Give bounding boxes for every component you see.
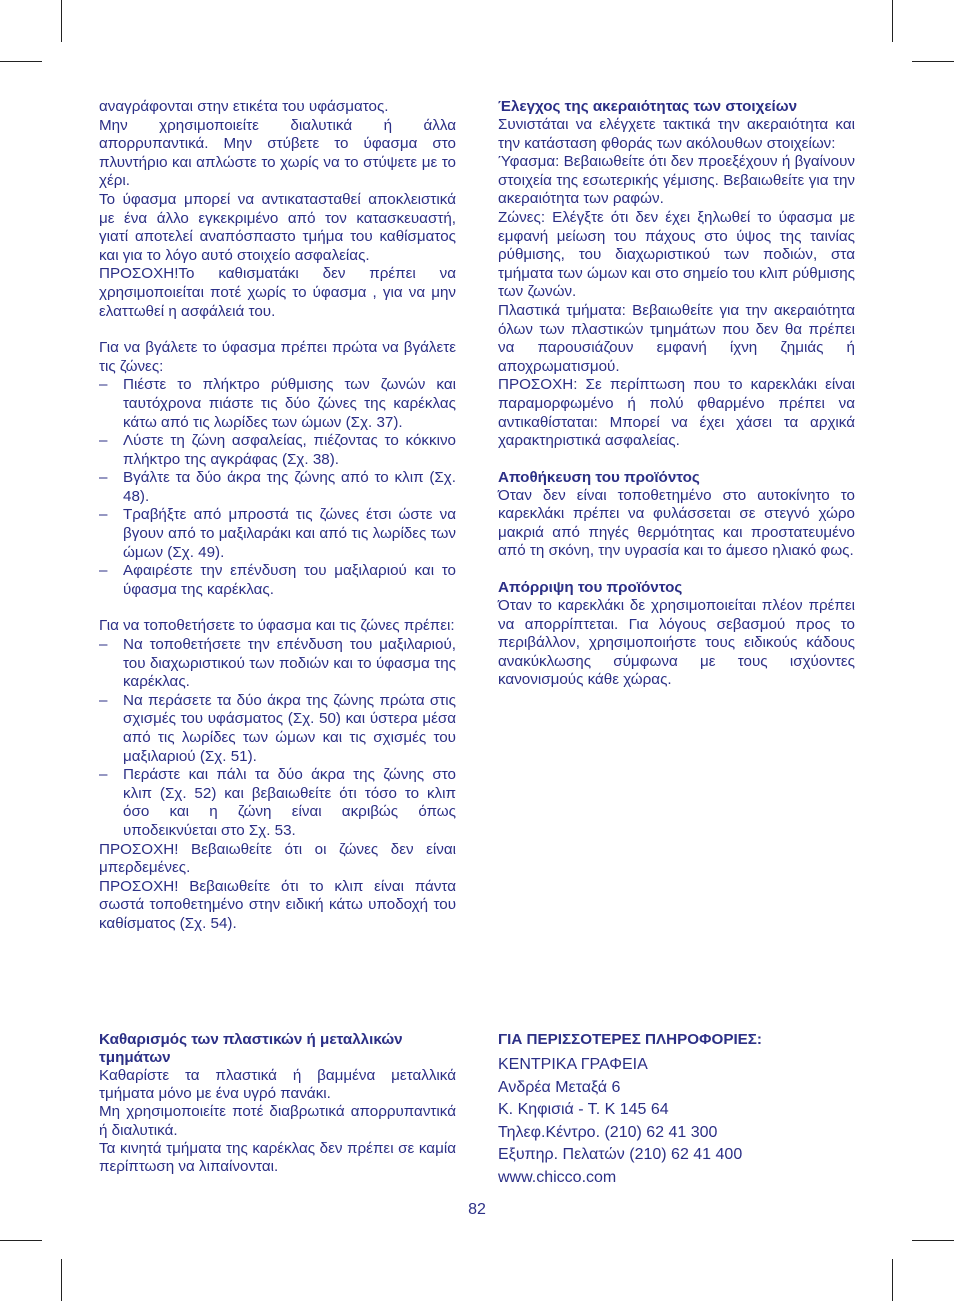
section-heading: Καθαρισμός των πλαστικών ή μεταλλικών τμημάτων (99, 1031, 403, 1066)
warning-paragraph: ΠΡΟΣΟΧΗ! Βεβαιωθείτε ότι το κλιπ είναι πάντα σωστά τοποθετημένο στην ειδική κάτω υποδοχή του καθίσματος (Σχ. 54). (99, 877, 456, 932)
remove-intro: Για να βγάλετε το ύφασμα πρέπει πρώτα να βγάλετε τις ζώνες: (99, 339, 456, 375)
crop-mark (892, 1259, 893, 1301)
list-item: – Πιέστε το πλήκτρο ρύθμισης των ζωνών και ταυτόχρονα πιάστε τις δύο ζώνες της καρέκλας κάτω από τις λωρίδες των ώμων (Σχ. 37). (99, 376, 456, 432)
warning-paragraph: ΠΡΟΣΟΧΗ!Το καθισματάκι δεν πρέπει να χρησιμοποιείται ποτέ χωρίς το ύφασμα , για να μην ελαττωθεί η ασφάλειά του. (99, 265, 456, 320)
section-heading: Αποθήκευση του προϊόντος (498, 468, 700, 486)
paragraph: Ζώνες: Ελέγξτε ότι δεν έχει ξηλωθεί το ύφασμα με εμφανή μείωση του πάχους στο ύψος της ταινίας ρύθμισης, του διαχωριστικού των ποδιών, στα τμήματα των ώμων και στο σημείο του κλιπ ρύθμισης των ζωνών. (498, 208, 855, 301)
paragraph: Τα κινητά τμήματα της καρέκλας δεν πρέπει σε καμία περίπτωση να λιπαίνονται. (99, 1139, 456, 1176)
crop-mark (912, 1240, 954, 1241)
paragraph: Πλαστικά τμήματα: Βεβαιωθείτε για την ακεραιότητα όλων των πλαστικών τμημάτων που δεν θα πρέπει να παρουσιάζουν εμφανή ίχνη ζημιάς ή αποχρωματισμού. (498, 301, 855, 375)
crop-mark (0, 1240, 42, 1241)
warning-paragraph: ΠΡΟΣΟΧΗ! Βεβαιωθείτε ότι οι ζώνες δεν είναι μπερδεμένες. (99, 840, 456, 877)
list-item: – Τραβήξτε από μπροστά τις ζώνες έτσι ώστε να βγουν από το μαξιλαράκι και από τις λωρίδες των ώμων (Σχ. 49). (99, 506, 456, 562)
crop-mark (61, 1259, 62, 1301)
contact-block (498, 1031, 858, 1190)
contact-line: Κ. Κηφισιά - Τ. Κ 145 64 (498, 1101, 669, 1119)
section-heading: Απόρριψη του προϊόντος (498, 579, 683, 597)
paragraph: Συνιστάται να ελέγχετε τακτικά την ακεραιότητα και την κατάσταση φθοράς των ακόλουθων στοιχείων: (498, 116, 855, 152)
crop-mark (0, 61, 42, 62)
crop-mark (892, 0, 893, 42)
contact-line: Τηλεφ.Κέντρο. (210) 62 41 300 (498, 1123, 718, 1141)
paragraph: Μη χρησιμοποιείτε ποτέ διαβρωτικά απορρυπαντικά ή διαλυτικά. (99, 1103, 456, 1139)
website-link[interactable]: www.chicco.com (498, 1168, 617, 1186)
paragraph: Μην χρησιμοποιείτε διαλυτικά ή άλλα απορρυπαντικά. Μην στύβετε το ύφασμα στο πλυντήριο και απλώστε το χωρίς να το στύψετε με το χέρι. (99, 116, 456, 190)
list-item: – Αφαιρέστε την επένδυση του μαξιλαριού και το ύφασμα της καρέκλας. (99, 562, 456, 599)
list-item: – Να τοποθετήσετε την επένδυση του μαξιλαριού, του διαχωριστικού των ποδιών και το ύφασμα της καρέκλας. (99, 636, 456, 692)
page-number: 82 (468, 1201, 486, 1218)
list-item: – Βγάλτε τα δύο άκρα της ζώνης από το κλιπ (Σχ. 48). (99, 469, 456, 506)
right-column (498, 98, 855, 690)
contact-line: Εξυπηρ. Πελατών (210) 62 41 400 (498, 1146, 743, 1164)
cleaning-section (99, 1031, 456, 1176)
paragraph: αναγράφονται στην ετικέτα του υφάσματος. (99, 98, 389, 115)
crop-mark (61, 0, 62, 42)
paragraph: Το ύφασμα μπορεί να αντικατασταθεί αποκλειστικά με ένα άλλο εγκεκριμένο από τον κατασκευαστή, γιατί αποτελεί αναπόσπαστο τμήμα του καθίσματος και για το λόγο αυτό στοιχείο ασφαλείας. (99, 190, 456, 264)
fit-intro: Για να τοποθετήσετε το ύφασμα και τις ζώνες πρέπει: (99, 617, 455, 635)
left-column (99, 98, 456, 934)
contact-line: Ανδρέα Μεταξά 6 (498, 1078, 621, 1096)
remove-steps-list (99, 376, 456, 599)
contact-line: ΚΕΝΤΡΙΚΑ ΓΡΑΦΕΙΑ (498, 1056, 648, 1073)
crop-mark (912, 61, 954, 62)
list-item: – Περάστε και πάλι τα δύο άκρα της ζώνης στο κλιπ (Σχ. 52) και βεβαιωθείτε ότι τόσο το κλιπ όσο και η ζώνη είναι ακριβώς όπως υποδεικνύεται στο Σχ. 53. (99, 766, 456, 840)
paragraph: Όταν το καρεκλάκι δε χρησιμοποιείται πλέον πρέπει να απορρίπτεται. Για λόγους σεβασμού προς το περιβάλλον, χρησιμοποιήστε τους ειδικούς κάδους ανακύκλωσης σύμφωνα με τους ισχύοντες κανονισμούς κάθε χώρας. (498, 597, 855, 689)
paragraph: Όταν δεν είναι τοποθετημένο στο αυτοκίνητο το καρεκλάκι πρέπει να φυλάσσεται σε στεγνό χώρο μακριά από πηγές θερμότητας και προστατευμένο από τη σκόνη, την υγρασία και το άμεσο ηλιακό φως. (498, 486, 855, 560)
list-item: – Να περάσετε τα δύο άκρα της ζώνης πρώτα στις σχισμές του υφάσματος (Σχ. 50) και ύστερα μέσα από τις λωρίδες των ώμων και τις σχισμές του μαξιλαριού (Σχ. 51). (99, 692, 456, 766)
list-item: – Λύστε τη ζώνη ασφαλείας, πιέζοντας το κόκκινο πλήκτρο της αγκράφας (Σχ. 38). (99, 432, 456, 469)
paragraph: Ύφασμα: Βεβαιωθείτε ότι δεν προεξέχουν ή βγαίνουν στοιχεία της εσωτερικής γέμισης. Βεβαιωθείτε για την ακεραιότητα των ραφών. (498, 153, 855, 208)
paragraph: Καθαρίστε τα πλαστικά ή βαμμένα μεταλλικά τμήματα μόνο με ένα υγρό πανάκι. (99, 1067, 456, 1103)
section-heading: Έλεγχος της ακεραιότητας των στοιχείων (498, 98, 798, 115)
warning-paragraph: ΠΡΟΣΟΧΗ: Σε περίπτωση που το καρεκλάκι είναι παραμορφωμένο ή πολύ φθαρμένο πρέπει να αντικαθίσταται: Μπορεί να έχει χάσει τα αρχικά χαρακτηριστικά ασφαλείας. (498, 376, 855, 450)
contact-heading: ΓΙΑ ΠΕΡΙΣΣΟΤΕΡΕΣ ΠΛΗΡΟΦΟΡΙΕΣ: (498, 1031, 762, 1048)
fit-steps-list (99, 636, 456, 841)
